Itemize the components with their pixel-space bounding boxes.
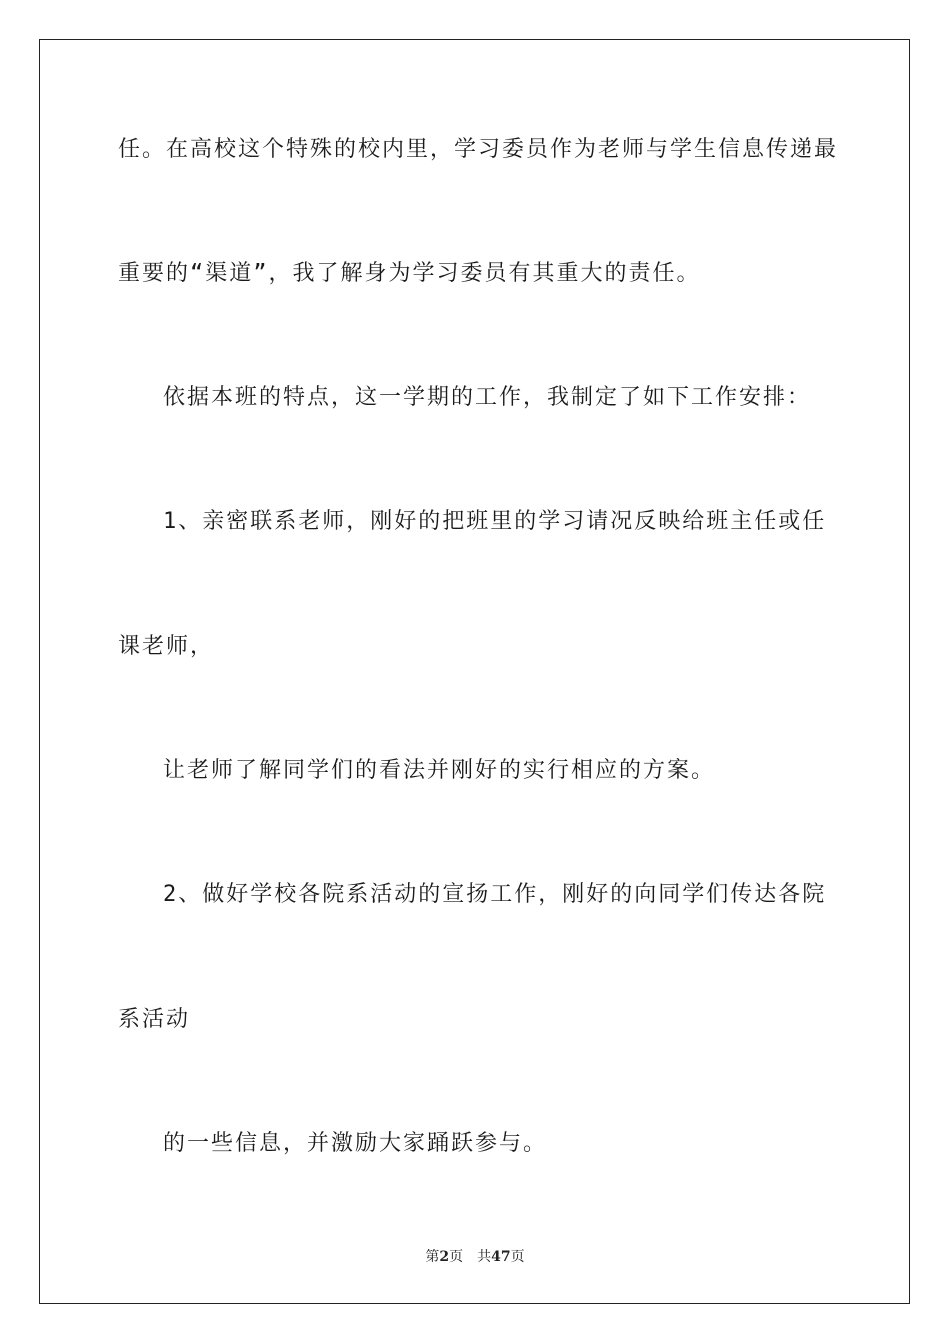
paragraph-line: 的一些信息，并激励大家踊跃参与。 (163, 1131, 548, 1156)
page-label-suffix: 页 (449, 1249, 464, 1265)
paragraph-line: 课老师， (118, 634, 215, 659)
paragraph-line: 重要的“渠道”，我了解身为学习委员有其重大的责任。 (118, 261, 701, 286)
paragraph-line: 系活动 (118, 1007, 191, 1032)
page-label-prefix: 第 (425, 1249, 440, 1265)
total-label-suffix: 页 (510, 1249, 525, 1265)
paragraph-line: 任。在高校这个特殊的校内里，学习委员作为老师与学生信息传递最 (118, 137, 839, 162)
current-page-number: 2 (439, 1249, 450, 1265)
page-footer (0, 1247, 950, 1267)
total-pages-number: 47 (491, 1249, 511, 1265)
paragraph-line: 依据本班的特点，这一学期的工作，我制定了如下工作安排： (163, 385, 812, 410)
paragraph-line: 让老师了解同学们的看法并刚好的实行相应的方案。 (163, 758, 716, 783)
page-border (39, 39, 910, 1304)
paragraph-line: 1、亲密联系老师，刚好的把班里的学习请况反映给班主任或任 (163, 509, 827, 534)
paragraph-line: 2、做好学校各院系活动的宣扬工作，刚好的向同学们传达各院 (163, 882, 827, 907)
total-label-prefix: 共 (477, 1249, 492, 1265)
